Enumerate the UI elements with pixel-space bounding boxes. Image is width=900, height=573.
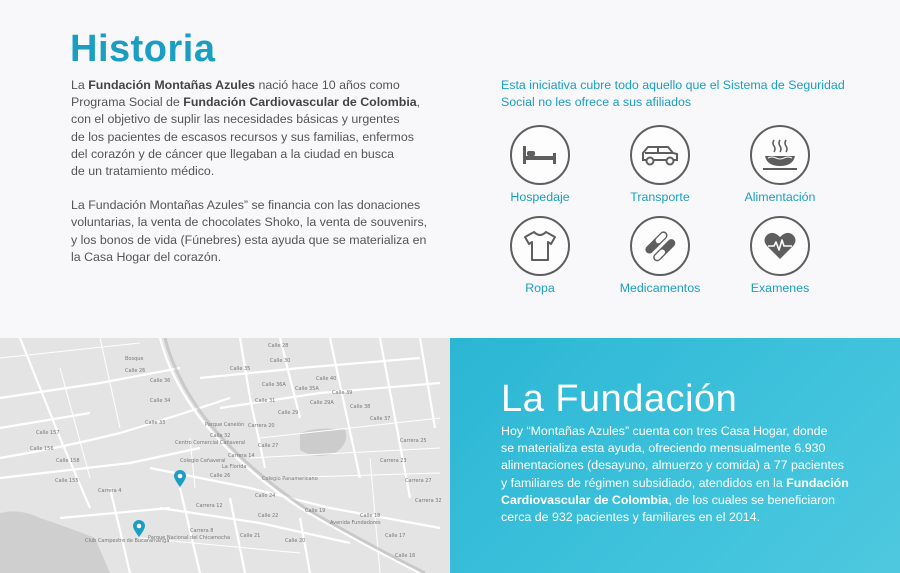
service-label: Hospedaje — [510, 190, 570, 204]
map-label: Calle 155 — [55, 478, 79, 484]
historia-title: Historia — [70, 28, 216, 70]
map-label: Calle 40 — [316, 376, 337, 382]
service-examenes — [720, 216, 840, 295]
fundacion-section — [450, 338, 900, 573]
location-map[interactable] — [0, 338, 450, 573]
map-label: Calle 16 — [395, 553, 416, 559]
map-label: Calle 36A — [262, 382, 286, 388]
map-label: Calle 26 — [210, 473, 231, 479]
map-label: Calle 33 — [145, 420, 166, 426]
map-pin-icon[interactable] — [133, 520, 145, 538]
map-label: Parque Nacional del Chicamocha — [148, 535, 231, 541]
service-ropa — [480, 216, 600, 295]
map-label: Calle 39 — [332, 390, 353, 396]
map-label: Calle 29A — [310, 400, 334, 406]
historia-paragraph-1: La Fundación Montañas Azules nació hace 10 años como Programa Social de Fundación Cardiovascular de Colombia, con el objetivo de suplir las necesidades básicas y urgentes de los pacientes de escasos recursos y sus familias, enfermos del corazón y de cáncer que llegaban a la ciudad en busca de un tratamiento médico. — [71, 78, 421, 179]
map-label: Parque Canelón — [205, 422, 245, 428]
service-hospedaje — [480, 125, 600, 204]
map-label: Calle 156 — [30, 446, 54, 452]
food-icon — [762, 138, 798, 172]
map-label: Calle 32 — [210, 433, 231, 439]
service-medicamentos — [600, 216, 720, 295]
service-transporte — [600, 125, 720, 204]
map-label: Calle 21 — [240, 533, 261, 539]
map-label: Carrera 8 — [190, 528, 214, 534]
map-label: Bosque — [125, 356, 144, 362]
map-label: Carrera 27 — [405, 478, 432, 484]
map-label: Calle 20 — [285, 538, 306, 544]
tshirt-icon — [522, 230, 558, 262]
map-pin-icon[interactable] — [174, 470, 186, 488]
map-label: Carrera 14 — [228, 453, 255, 459]
map-label: Calle 157 — [36, 430, 60, 436]
map-label: Carrera 4 — [98, 488, 122, 494]
map-label: Calle 35 — [230, 366, 251, 372]
heartbeat-icon — [763, 231, 797, 261]
map-label: Club Campestre de Bucaramanga — [85, 538, 170, 544]
historia-paragraph-2: La Fundación Montañas Azules” se financia con las donaciones voluntarias, la venta de chocolates Shoko, la venta de souvenirs, y los bonos de vida (Fúnebres) esta ayuda que se materializa en la Casa Hogar del corazón. — [71, 198, 428, 264]
map-label: Calle 37 — [370, 416, 391, 422]
map-label: Calle 19 — [305, 508, 326, 514]
services-intro: Esta iniciativa cubre todo aquello que el Sistema de Seguridad Social no les ofrece a sus afiliados — [501, 78, 845, 110]
map-label: Calle 34 — [150, 398, 171, 404]
map-label: Carrera 23 — [380, 458, 407, 464]
map-label: Carrera 32 — [415, 498, 442, 504]
fundacion-title: La Fundación — [501, 378, 738, 420]
pills-icon — [642, 228, 678, 264]
map-label: Calle 28 — [268, 343, 289, 349]
map-label: Calle 31 — [255, 398, 276, 404]
fundacion-text: Hoy “Montañas Azules” cuenta con tres Casa Hogar, donde se materializa esta ayuda, ofreciendo mensualmente 6.930 alimentaciones (desayuno, almuerzo y comida) a 77 pacientes y familiares de régimen subsidiado, atendidos en la Fundación Cardiovascular de Colombia, de los cuales se beneficiaron cerca de 932 pacientes y familiares en el 2014. — [501, 424, 849, 525]
map-label: Calle 17 — [385, 533, 406, 539]
map-label: Centro Comercial Cañaveral — [175, 440, 246, 446]
map-label: Calle 18 — [360, 513, 381, 519]
map-label: La Florida — [222, 464, 247, 470]
map-label: Calle 24 — [255, 493, 276, 499]
map-label: Calle 35A — [295, 386, 319, 392]
map-label: Calle 29 — [278, 410, 299, 416]
map-label: Carrera 20 — [248, 423, 275, 429]
service-label: Ropa — [525, 281, 555, 295]
map-label: Calle 158 — [56, 458, 80, 464]
map-label: Calle 27 — [258, 443, 279, 449]
map-label: Calle 36 — [150, 378, 171, 384]
map-label: Colegio Cañaveral — [180, 458, 226, 464]
historia-text — [71, 77, 431, 283]
service-label: Medicamentos — [619, 281, 701, 295]
map-label: Calle 26 — [125, 368, 146, 374]
map-label: Carrera 25 — [400, 438, 427, 444]
service-label: Transporte — [630, 190, 690, 204]
map-label: Avenida Fundadores — [330, 520, 381, 526]
map-label: Calle 22 — [258, 513, 279, 519]
service-label: Examenes — [750, 281, 810, 295]
car-icon — [640, 143, 680, 167]
map-label: Colegio Panamericano — [262, 476, 318, 482]
map-label: Carrera 12 — [196, 503, 223, 509]
map-label: Calle 38 — [350, 404, 371, 410]
service-alimentacion — [720, 125, 840, 204]
service-label: Alimentación — [744, 190, 816, 204]
map-label: Calle 30 — [270, 358, 291, 364]
bed-icon — [522, 144, 558, 166]
